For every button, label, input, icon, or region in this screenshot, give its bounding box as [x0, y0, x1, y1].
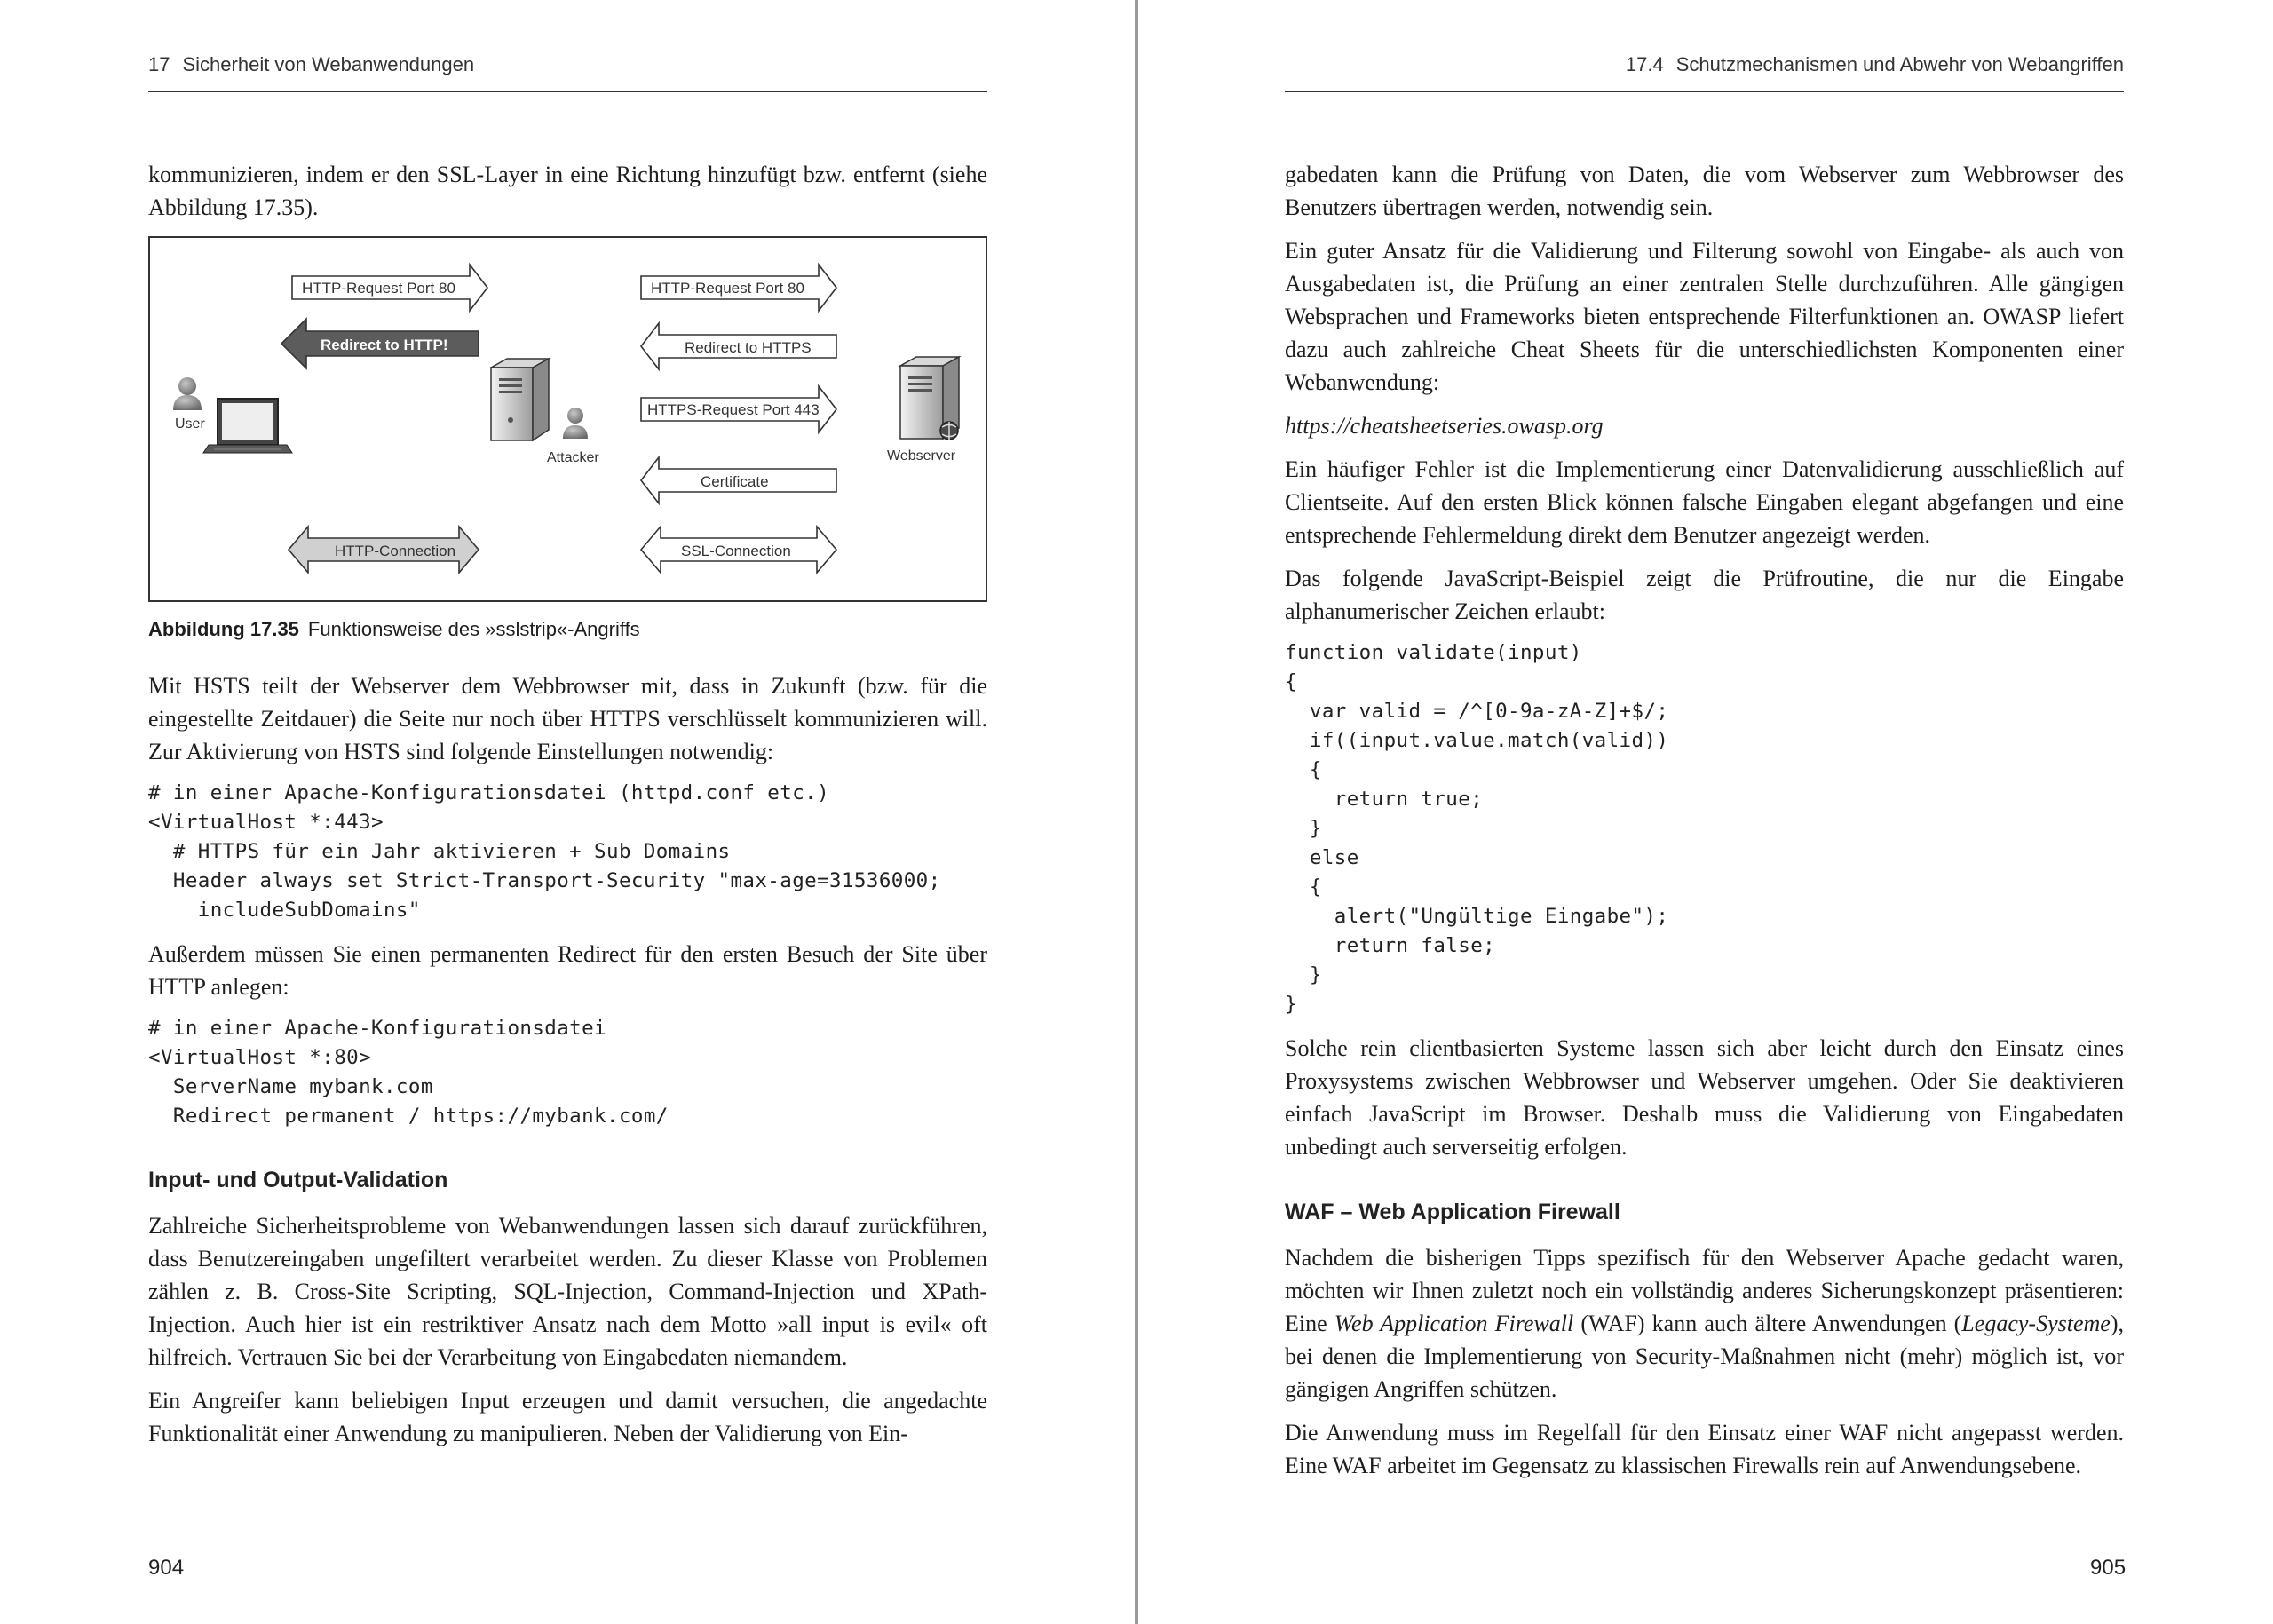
paragraph: Ein Angreifer kann beliebigen Input erzeugen und damit versuchen, die angedachte Funktionalität einer Anwendung zu manipulieren. Neben der Validierung von Ein-	[148, 1388, 987, 1446]
paragraph: Ein häufiger Fehler ist die Implementierung einer Datenvalidierung ausschließlich auf Clientseite. Auf den ersten Blick können falsche Eingaben elegant abgefangen und eine entsprechende Fehlermeldung direkt dem Benutzer angezeigt werden.	[1285, 456, 2124, 548]
redirect-to-http-label: Redirect to HTTP!	[321, 337, 448, 353]
left-page-content	[148, 158, 987, 1461]
chapter-title: Sicherheit von Webanwendungen	[182, 53, 475, 75]
paragraph: Außerdem müssen Sie einen permanenten Redirect für den ersten Besuch der Site über HTTP anlegen:	[148, 941, 987, 1000]
http-request-label: HTTP-Request Port 80	[302, 280, 455, 297]
emphasis-legacy: Legacy-Systeme	[1961, 1311, 2111, 1336]
running-header	[148, 53, 987, 92]
paragraph: Mit HSTS teilt der Webserver dem Webbrowser mit, dass in Zukunft (bzw. für die eingestellte Zeitdauer) die Seite nur noch über HTTPS verschlüsselt kommunizieren will. Zur Aktivierung von HSTS sind folgende Einstellungen notwendig:	[148, 673, 987, 764]
paragraph: Ein guter Ansatz für die Validierung und Filterung sowohl von Eingabe- als auch von Ausgabedaten ist, die Prüfung an einer zentralen Stelle durchzuführen. Alle gängigen Websprachen und Frameworks bieten entsprechende Filterfunktionen an. OWASP liefert dazu auch zahlreiche Cheat Sheets für die unterschiedlichsten Komponenten einer Webanwendung:	[1285, 238, 2124, 395]
webserver-icon	[900, 357, 959, 440]
ssl-connection-label: SSL-Connection	[681, 543, 791, 559]
section-number: 17.4	[1625, 53, 1664, 75]
code-block-hsts: # in einer Apache-Konfigurationsdatei (httpd.conf etc.) <VirtualHost *:443> # HTTPS für ein Jahr aktivieren + Sub Domains Header always set Strict-Transport-Security "max-age=31536000; includeSubDomains"	[148, 781, 941, 922]
cheatsheet-url: https://cheatsheetseries.owasp.org	[1285, 413, 1604, 439]
text-span: Nachdem die bisherigen Tipps spezifisch für den Webserver Apache gedacht waren, möchten wir Ihnen zuletzt noch ein vollständig anderes Sicherungskonzept präsentieren: Eine	[1285, 1245, 2124, 1336]
figure-caption	[148, 616, 987, 643]
text-span: ), bei denen die Implementierung von Security-Maßnahmen nicht (mehr) möglich ist, vor gängigen Angriffen schützen.	[1285, 1311, 2124, 1402]
certificate-label: Certificate	[701, 473, 769, 490]
http-connection-label: HTTP-Connection	[335, 543, 456, 559]
attacker-server-icon	[491, 359, 549, 440]
text-span: (WAF) kann auch ältere Anwendungen (	[1573, 1311, 1962, 1336]
right-page-content	[1285, 158, 2124, 1493]
figure-caption-text: Funktionsweise des »sslstrip«-Angriffs	[307, 618, 640, 640]
left-page	[0, 0, 1135, 1624]
section-heading: WAF – Web Application Firewall	[1285, 1200, 1620, 1224]
redirect-to-https-label: Redirect to HTTPS	[685, 339, 812, 356]
sslstrip-diagram	[150, 238, 986, 600]
sslstrip-figure	[148, 236, 987, 602]
paragraph: Das folgende JavaScript-Beispiel zeigt die Prüfroutine, die nur die Eingabe alphanumerischer Zeichen erlaubt:	[1285, 566, 2124, 624]
laptop-icon	[203, 399, 292, 453]
right-page	[1138, 0, 2273, 1624]
code-block-redirect: # in einer Apache-Konfigurationsdatei <VirtualHost *:80> ServerName mybank.com Redirect permanent / https://mybank.com/	[148, 1017, 669, 1128]
emphasis-waf: Web Application Firewall	[1334, 1311, 1574, 1336]
page-number: 905	[2090, 1556, 2126, 1580]
http-request-right-label: HTTP-Request Port 80	[651, 280, 804, 297]
code-block-javascript: function validate(input) { var valid = /^[0-9a-zA-Z]+$/; if((input.value.match(valid)) { return true; } else { alert("Ungültige Eingabe"); return false; } }	[1285, 641, 1669, 1016]
section-title-header: Schutzmechanismen und Abwehr von Webangriffen	[1675, 53, 2124, 75]
paragraph: kommunizieren, indem er den SSL-Layer in eine Richtung hinzufügt bzw. entfernt (siehe Abbildung 17.35).	[148, 162, 987, 220]
paragraph	[1285, 1241, 2124, 1406]
paragraph: Die Anwendung muss im Regelfall für den Einsatz einer WAF nicht angepasst werden. Eine WAF arbeitet im Gegensatz zu klassischen Firewalls rein auf Anwendungsebene.	[1285, 1420, 2124, 1478]
page-number: 904	[148, 1556, 185, 1580]
figure-caption-label: Abbildung 17.35	[148, 618, 299, 640]
user-icon	[173, 377, 202, 410]
paragraph: Zahlreiche Sicherheitsprobleme von Webanwendungen lassen sich darauf zurückführen, dass Benutzereingaben ungefiltert verarbeitet werden. Zu dieser Klasse von Problemen zählen z. B. Cross-Site Scripting, SQL-Injection, Command-Injection und XPath-Injection. Auch hier ist ein restriktiver Ansatz nach dem Motto »all input is evil« oft hilfreich. Vertrauen Sie bei der Verarbeitung von Eingabedaten niemandem.	[148, 1213, 987, 1370]
section-heading: Input- und Output-Validation	[148, 1168, 448, 1192]
attacker-person-icon	[563, 408, 588, 439]
paragraph: Solche rein clientbasierten Systeme lassen sich aber leicht durch den Einsatz eines Proxysystems zwischen Webbrowser und Webserver umgehen. Oder Sie deaktivieren einfach JavaScript im Browser. Deshalb muss die Validierung von Eingabedaten unbedingt auch serverseitig erfolgen.	[1285, 1035, 2124, 1160]
https-request-label: HTTPS-Request Port 443	[647, 401, 820, 418]
running-header	[1285, 53, 2124, 92]
attacker-label: Attacker	[547, 450, 599, 465]
webserver-label: Webserver	[887, 448, 956, 463]
user-label: User	[175, 416, 205, 432]
chapter-number: 17	[148, 53, 170, 75]
paragraph: gabedaten kann die Prüfung von Daten, die vom Webserver zum Webbrowser des Benutzers übertragen werden, notwendig sein.	[1285, 162, 2124, 220]
